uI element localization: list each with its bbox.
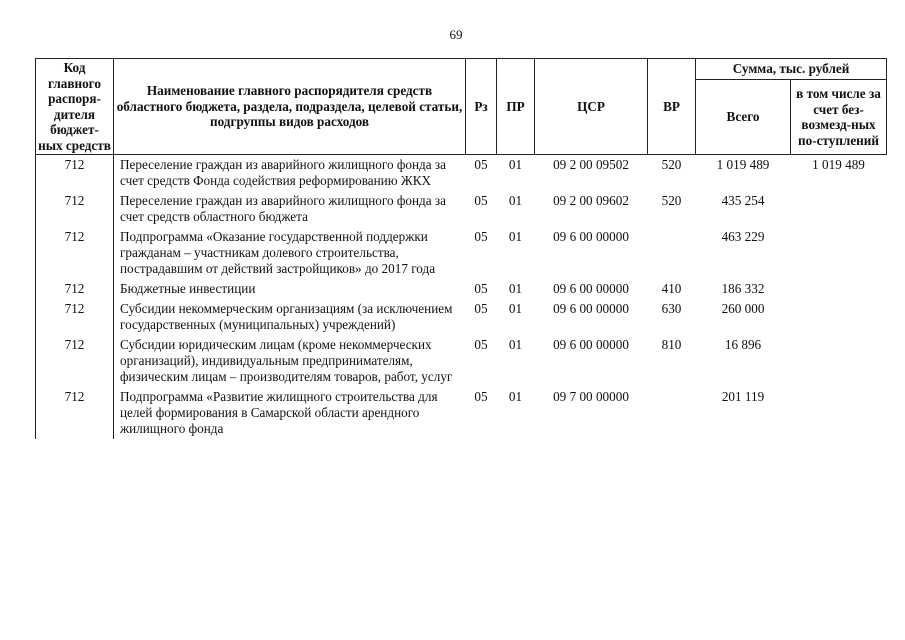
page-number: 69 — [449, 27, 463, 42]
cell-total: 435 254 — [721, 193, 765, 208]
cell-code: 712 — [36, 155, 114, 192]
table-row — [36, 387, 887, 439]
cell-total: 201 119 — [721, 389, 765, 404]
cell-gratuitous — [791, 335, 887, 387]
cell-name: Бюджетные инвестиции — [120, 281, 256, 296]
cell-pr: 01 — [508, 281, 523, 296]
cell-pr: 01 — [508, 157, 523, 172]
cell-gratuitous — [791, 191, 887, 227]
cell-csr: 09 7 00 00000 — [553, 389, 629, 404]
header-total: Всего — [696, 80, 791, 155]
header-name: Наименование главного распорядителя средств областного бюджета, раздела, подраздела, целевой статьи, подгруппы видов расходов — [114, 59, 466, 155]
header-vr: ВР — [648, 59, 696, 155]
table-row — [36, 299, 887, 335]
cell-code: 712 — [36, 387, 114, 439]
cell-vr: 520 — [661, 193, 682, 208]
cell-gratuitous — [791, 279, 887, 299]
cell-code: 712 — [36, 227, 114, 279]
cell-code: 712 — [36, 299, 114, 335]
cell-vr: 410 — [661, 281, 682, 296]
table-row — [36, 227, 887, 279]
table-row — [36, 191, 887, 227]
budget-table — [35, 58, 887, 439]
header-code: Код главного распоря-дителя бюджет-ных средств — [36, 59, 114, 155]
cell-code: 712 — [36, 279, 114, 299]
cell-pr: 01 — [508, 301, 523, 316]
cell-gratuitous — [791, 299, 887, 335]
cell-vr: 630 — [661, 301, 682, 316]
cell-gratuitous — [791, 387, 887, 439]
cell-csr: 09 2 00 09502 — [553, 157, 629, 172]
cell-total: 16 896 — [724, 337, 762, 352]
cell-pr: 01 — [508, 229, 523, 244]
cell-gratuitous — [791, 227, 887, 279]
header-rz: Рз — [466, 59, 497, 155]
cell-csr: 09 6 00 00000 — [553, 281, 629, 296]
cell-total: 186 332 — [721, 281, 765, 296]
cell-pr: 01 — [508, 193, 523, 208]
cell-vr: 520 — [661, 157, 682, 172]
cell-name: Подпрограмма «Оказание государственной поддержки гражданам – участникам долевого строительства, пострадавшим от действий застройщиков» до 2017 года — [120, 229, 436, 276]
cell-total: 260 000 — [721, 301, 765, 316]
cell-vr — [648, 387, 696, 439]
cell-rz: 05 — [474, 337, 488, 352]
cell-name: Субсидии юридическим лицам (кроме некоммерческих организаций), индивидуальным предпринимателям, физическим лицам – производителям товаров, работ, услуг — [120, 337, 453, 384]
cell-code: 712 — [36, 335, 114, 387]
cell-rz: 05 — [474, 301, 488, 316]
table-row — [36, 155, 887, 192]
cell-csr: 09 2 00 09602 — [553, 193, 629, 208]
cell-total: 1 019 489 — [716, 157, 770, 172]
cell-csr: 09 6 00 00000 — [553, 229, 629, 244]
cell-total: 463 229 — [721, 229, 765, 244]
header-gratuitous: в том числе за счет без-возмезд-ных по-ступлений — [791, 80, 887, 155]
cell-rz: 05 — [474, 389, 488, 404]
table-row — [36, 335, 887, 387]
cell-gratuitous: 1 019 489 — [812, 157, 865, 172]
cell-rz: 05 — [474, 229, 488, 244]
cell-name: Переселение граждан из аварийного жилищного фонда за счет средств областного бюджета — [120, 193, 446, 224]
cell-csr: 09 6 00 00000 — [553, 337, 629, 352]
cell-name: Подпрограмма «Развитие жилищного строительства для целей формирования в Самарской области арендного жилищного фонда — [120, 389, 438, 436]
cell-code: 712 — [36, 191, 114, 227]
cell-name: Переселение граждан из аварийного жилищного фонда за счет средств Фонда содействия реформированию ЖКХ — [120, 157, 446, 188]
cell-pr: 01 — [508, 337, 523, 352]
cell-name: Субсидии некоммерческим организациям (за исключением государственных (муниципальных) учреждений) — [120, 301, 453, 332]
cell-rz: 05 — [474, 157, 488, 172]
cell-vr: 810 — [661, 337, 682, 352]
header-row — [36, 59, 887, 80]
cell-vr — [648, 227, 696, 279]
header-pr: ПР — [497, 59, 535, 155]
cell-rz: 05 — [474, 281, 488, 296]
header-csr: ЦСР — [535, 59, 648, 155]
header-sum-group: Сумма, тыс. рублей — [696, 59, 887, 80]
cell-csr: 09 6 00 00000 — [553, 301, 629, 316]
cell-rz: 05 — [474, 193, 488, 208]
cell-pr: 01 — [508, 389, 523, 404]
table-row — [36, 279, 887, 299]
